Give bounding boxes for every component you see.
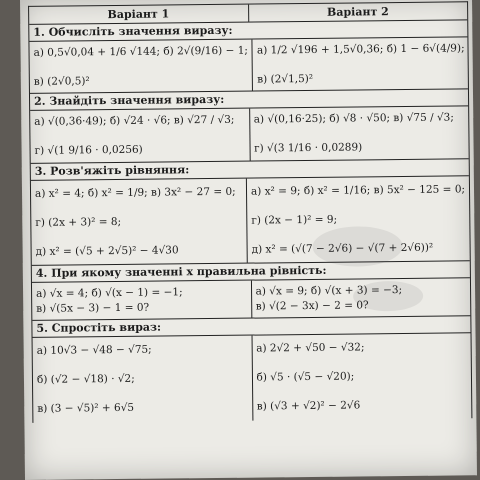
task-line: в) √(5x − 3) − 1 = 0? [36, 301, 150, 315]
task-line: а) √(0,36·49); б) √24 · √6; в) √27 / √3; [34, 114, 235, 129]
section-3-title: 3. Розв'яжіть рівняння: [31, 159, 469, 181]
section-4-title: 4. При якому значенні x правильна рівність: [32, 261, 470, 283]
task-line: а) x² = 9; б) x² = 1/16; в) 5x² − 125 = 0; [250, 182, 466, 198]
worksheet-table [28, 1, 472, 422]
task-line: в) (2√1,5)² [257, 73, 314, 86]
worksheet-photo [20, 0, 477, 480]
section-4-variant-1 [32, 280, 252, 320]
section-2-variant-1 [30, 109, 250, 163]
task-line: а) x² = 4; б) x² = 1/9; в) 3x² − 27 = 0; [34, 185, 236, 200]
section-5-variant-2 [252, 333, 471, 420]
task-line: а) 10√3 − √48 − √75; [36, 343, 152, 357]
section-5-body [33, 333, 472, 422]
section-1-variant-1 [29, 40, 253, 94]
task-line: г) (2x + 3)² = 8; [35, 215, 122, 229]
section-3-body [31, 176, 470, 266]
section-3-variant-1 [31, 178, 248, 265]
task-line: а) 0,5√0,04 + 1/6 √144; б) 2√(9/16) − 1; [33, 44, 248, 59]
section-4-variant-2 [251, 278, 470, 318]
task-line: г) √(3 1/16 · 0,0289) [254, 141, 363, 155]
task-line: б) (√2 − √18) · √2; [36, 373, 135, 387]
task-line: б) √5 · (√5 − √20); [256, 370, 355, 384]
variant-1-header: Варіант 1 [29, 5, 249, 24]
section-2-body [30, 107, 469, 164]
task-line: г) (2x − 1)² = 9; [251, 213, 338, 227]
section-2-variant-2 [250, 107, 469, 161]
task-line: а) 1/2 √196 + 1,5√0,36; б) 1 − 6√(4/9); [256, 42, 465, 57]
task-line: в) (2√0,5)² [33, 75, 90, 88]
task-line: а) 2√2 + √50 − √32; [256, 341, 365, 355]
task-line: а) √x = 9; б) √(x + 3) = −3; [255, 283, 403, 298]
section-3-variant-2 [247, 176, 470, 263]
section-2-title: 2. Знайдіть значення виразу: [30, 90, 468, 112]
task-line: в) (√3 + √2)² − 2√6 [256, 399, 361, 413]
task-line: г) √(1 9/16 · 0,0256) [34, 144, 143, 158]
task-line: а) √(0,16·25); б) √8 · √50; в) √75 / √3; [253, 111, 454, 126]
variant-2-header: Варіант 2 [326, 5, 389, 19]
task-line: д) x² = (√5 + 2√5)² − 4√30 [35, 244, 179, 258]
section-5-title: 5. Спростіть вираз: [32, 316, 470, 338]
task-line: а) √x = 4; б) √(x − 1) = −1; [36, 286, 183, 300]
section-1-variant-2 [253, 37, 469, 91]
task-line: д) x² = (√(7 − 2√6) − √(7 + 2√6))² [251, 241, 434, 256]
task-line: в) √(2 − 3x) − 2 = 0? [255, 299, 369, 313]
task-line: в) (3 − √5)² + 6√5 [37, 402, 135, 416]
section-4-body [32, 278, 470, 321]
section-5-variant-1 [33, 336, 253, 423]
section-1-title: 1. Обчисліть значення виразу: [29, 20, 467, 42]
section-1-body [29, 37, 468, 94]
